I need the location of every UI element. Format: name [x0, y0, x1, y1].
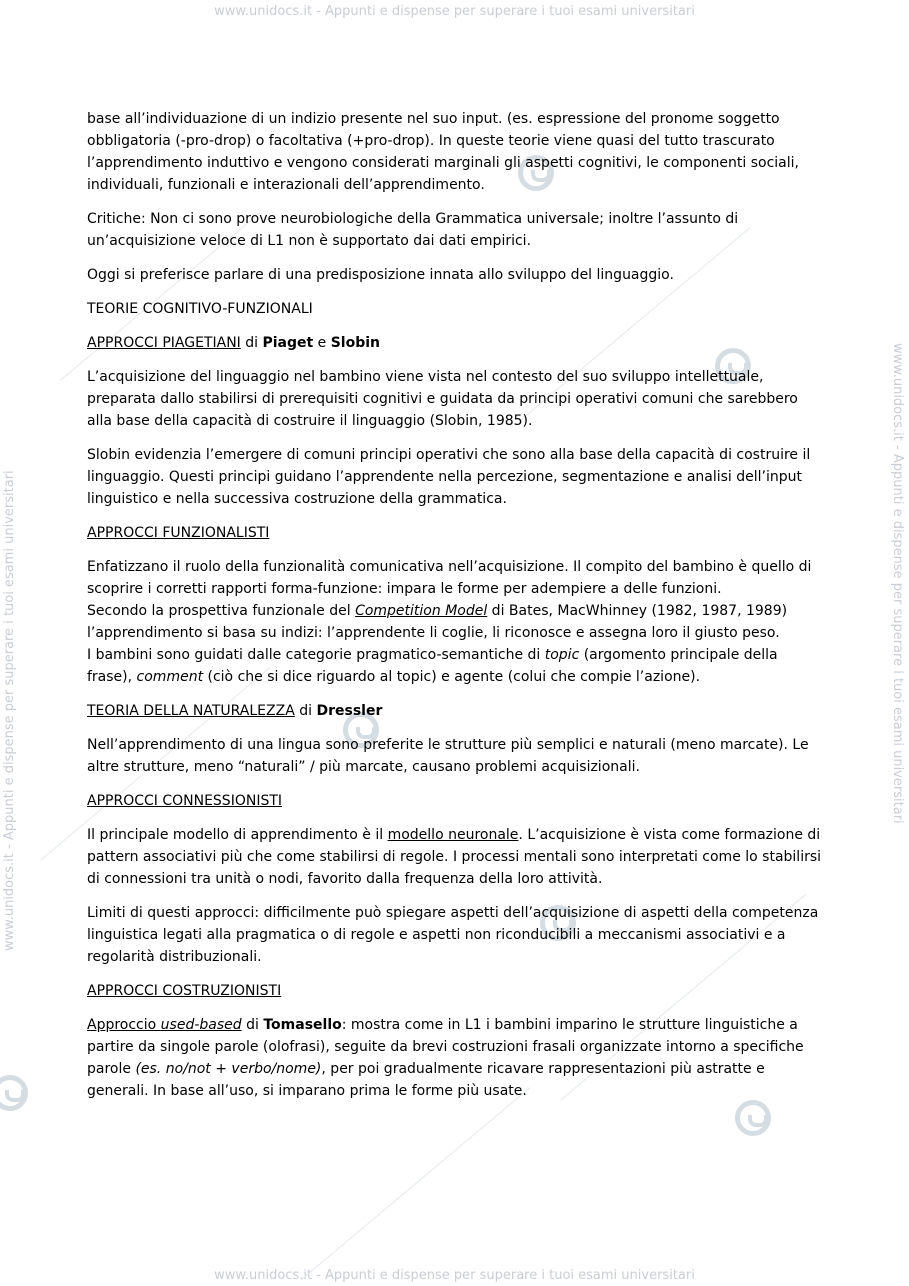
term-text: used-based — [160, 1017, 242, 1033]
paragraph: Nell’apprendimento di una lingua sono preferite le strutture più semplici e naturali (meno marcate). Le altre strutture, meno “naturali” / più marcate, causano problemi acquisizionali. — [87, 737, 809, 775]
paragraph — [87, 824, 827, 890]
term — [87, 1017, 242, 1033]
heading-text: di — [240, 335, 263, 351]
unidocs-logo-icon — [0, 1075, 28, 1111]
subsection-title: APPROCCI PIAGETIANI — [87, 335, 241, 351]
paragraph: base all’individuazione di un indizio presente nel suo input. (es. espressione del pronome soggetto obbligatoria (-pro-drop) o facoltativa (+pro-drop). In queste teorie viene quasi del tutto trascurato l’apprendimento induttivo e vengono considerati marginali gli aspetti cognitivi, le componenti sociali, individuali, funzionali e interazionali dell’apprendimento. — [87, 111, 799, 193]
sentence: I bambini sono guidati dalle categorie pragmatico-semantiche di — [87, 647, 545, 663]
heading-text: e — [313, 335, 331, 351]
term: topic — [544, 647, 580, 663]
sentence: : mostra come in L1 i bambini imparino le strutture linguistiche a partire da singole parole (olofrasi), seguite da brevi costruzioni frasali organizzate intorno a specifiche parole — [87, 1017, 804, 1077]
sentence: Secondo la prospettiva funzionale del — [87, 603, 356, 619]
sentence: Il principale modello di apprendimento è il — [87, 827, 388, 843]
term: (es. no/not + verbo/nome) — [135, 1061, 322, 1077]
author-name: Tomasello — [263, 1017, 342, 1033]
subsection-title: TEORIA DELLA NATURALEZZA — [87, 703, 295, 719]
term: comment — [136, 669, 204, 685]
paragraph: Oggi si preferisce parlare di una predisposizione innata allo sviluppo del linguaggio. — [87, 267, 674, 283]
term: modello neuronale — [387, 827, 519, 843]
sentence: Enfatizzano il ruolo della funzionalità comunicativa nell’acquisizione. Il compito del bambino è quello di scoprire i corretti rapporti forma-funzione: impara le forme per adempiere a delle funzioni. — [87, 559, 812, 597]
paragraph: L’acquisizione del linguaggio nel bambino viene vista nel contesto del suo sviluppo intellettuale, preparata dallo stabilirsi di prerequisiti cognitivi e guidata da principi operativi comuni che sarebbero alla base della capacità di costruire il linguaggio (Slobin, 1985). — [87, 369, 798, 429]
paragraph — [87, 556, 827, 688]
sentence: , per poi gradualmente ricavare rappresentazioni più astratte e generali. In base all’uso, si imparano prima le forme più usate. — [87, 1061, 765, 1099]
watermark-top: www.unidocs.it - Appunti e dispense per superare i tuoi esami universitari — [214, 4, 695, 19]
paragraph: Slobin evidenzia l’emergere di comuni principi operativi che sono alla base della capacità di costruire il linguaggio. Questi principi guidano l’apprendente nella percezione, segmentazione e analisi dell’input linguistico e nella successiva costruzione della grammatica. — [87, 447, 811, 507]
sentence: di Bates, MacWhinney (1982, 1987, 1989) l’apprendimento si basa su indizi: l’apprendente li coglie, li riconosce e assegna loro il giusto peso. — [87, 603, 788, 641]
subsection-heading: APPROCCI CONNESSIONISTI — [87, 793, 283, 809]
section-heading: TEORIE COGNITIVO-FUNZIONALI — [87, 301, 313, 317]
author-name: Slobin — [330, 335, 381, 351]
term-text: Approccio — [87, 1017, 161, 1033]
watermark-bottom: www.unidocs.it - Appunti e dispense per superare i tuoi esami universitari — [214, 1268, 695, 1283]
document-body — [87, 108, 827, 1114]
watermark-right: www.unidocs.it - Appunti e dispense per superare i tuoi esami universitari — [890, 343, 905, 824]
term: Competition Model — [355, 603, 488, 619]
sentence: . L’acquisizione è vista come formazione di pattern associativi più che come stabilirsi di regole. I processi mentali sono interpretati come lo stabilirsi di connessioni tra unità o nodi, favorito dalla frequenza della loro attività. — [87, 827, 822, 887]
sentence: di — [241, 1017, 264, 1033]
paragraph: Critiche: Non ci sono prove neurobiologiche della Grammatica universale; inoltre l’assunto di un’acquisizione veloce di L1 non è supportato dai dati empirici. — [87, 211, 739, 249]
author-name: Piaget — [262, 335, 314, 351]
watermark-line — [300, 1087, 530, 1281]
watermark-left: www.unidocs.it - Appunti e dispense per superare i tuoi esami universitari — [2, 470, 17, 951]
subsection-heading: APPROCCI FUNZIONALISTI — [87, 525, 270, 541]
subsection-heading: APPROCCI COSTRUZIONISTI — [87, 983, 282, 999]
subsection-heading — [87, 700, 827, 722]
sentence: (ciò che si dice riguardo al topic) e agente (colui che compie l’azione). — [203, 669, 701, 685]
paragraph: Limiti di questi approcci: difficilmente può spiegare aspetti dell’acquisizione di aspetti della competenza linguistica legati alla pragmatica o di regole e aspetti non riconducibili a meccanismi associativi e a regolarità distribuzionali. — [87, 905, 819, 965]
paragraph — [87, 1014, 827, 1102]
sentence: (argomento principale della frase), — [87, 647, 778, 685]
author-name: Dressler — [316, 703, 383, 719]
heading-text: di — [294, 703, 317, 719]
subsection-heading — [87, 332, 827, 354]
